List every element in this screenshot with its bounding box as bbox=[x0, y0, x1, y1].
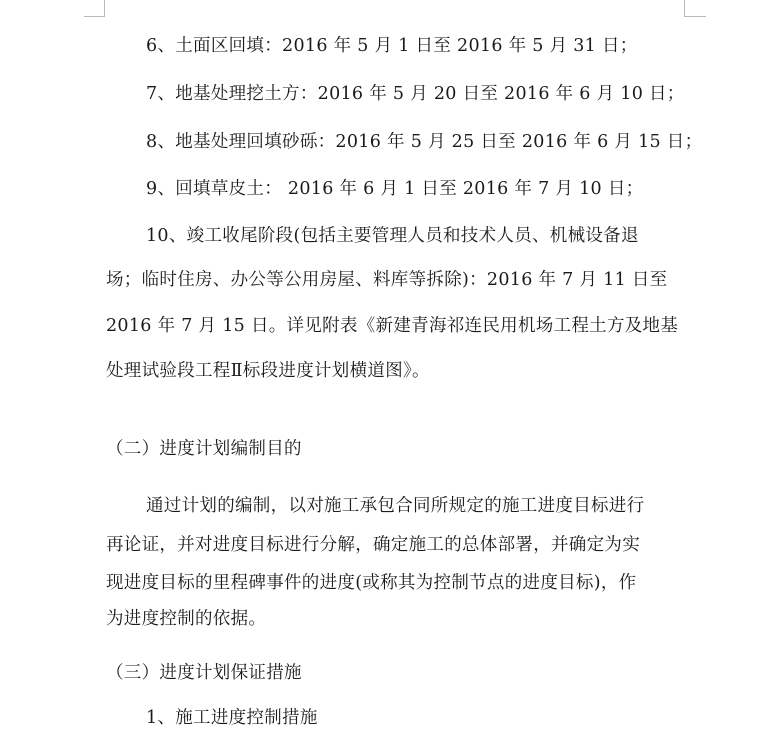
subsection-heading: 1、施工进度控制措施 bbox=[146, 708, 318, 728]
schedule-item-6: 6、土面区回填：2016 年 5 月 1 日至 2016 年 5 月 31 日； bbox=[146, 36, 638, 56]
crop-mark-top-left bbox=[104, 0, 105, 17]
crop-mark-top-right bbox=[684, 16, 706, 17]
paragraph-line: 为进度控制的依据。 bbox=[106, 609, 267, 629]
crop-mark-top-right bbox=[684, 0, 685, 17]
schedule-item-10-line: 10、竣工收尾阶段(包括主要管理人员和技术人员、机械设备退 bbox=[146, 226, 639, 246]
paragraph-line: 现进度目标的里程碑事件的进度(或称其为控制节点的进度目标)，作 bbox=[106, 573, 637, 593]
section-heading: （三）进度计划保证措施 bbox=[106, 663, 302, 683]
schedule-item-7: 7、地基处理挖土方：2016 年 5 月 20 日至 2016 年 6 月 10 日； bbox=[146, 84, 685, 104]
paragraph-line: 通过计划的编制，以对施工承包合同所规定的施工进度目标进行 bbox=[146, 496, 645, 516]
paragraph-line: 再论证，并对进度目标进行分解，确定施工的总体部署，并确定为实 bbox=[106, 535, 640, 555]
section-heading: （二）进度计划编制目的 bbox=[106, 439, 302, 459]
schedule-item-10-line: 处理试验段工程Ⅱ标段进度计划横道图》。 bbox=[106, 361, 430, 381]
schedule-item-10-line: 场；临时住房、办公等公用房屋、料库等拆除)：2016 年 7 月 11 日至 bbox=[106, 270, 668, 290]
schedule-item-9: 9、回填草皮土： 2016 年 6 月 1 日至 2016 年 7 月 10 日； bbox=[146, 179, 644, 199]
schedule-item-10-line: 2016 年 7 月 15 日。详见附表《新建青海祁连民用机场工程土方及地基 bbox=[106, 316, 679, 336]
schedule-item-8: 8、地基处理回填砂砾：2016 年 5 月 25 日至 2016 年 6 月 15 日； bbox=[146, 132, 703, 152]
crop-mark-top-left bbox=[84, 16, 105, 17]
